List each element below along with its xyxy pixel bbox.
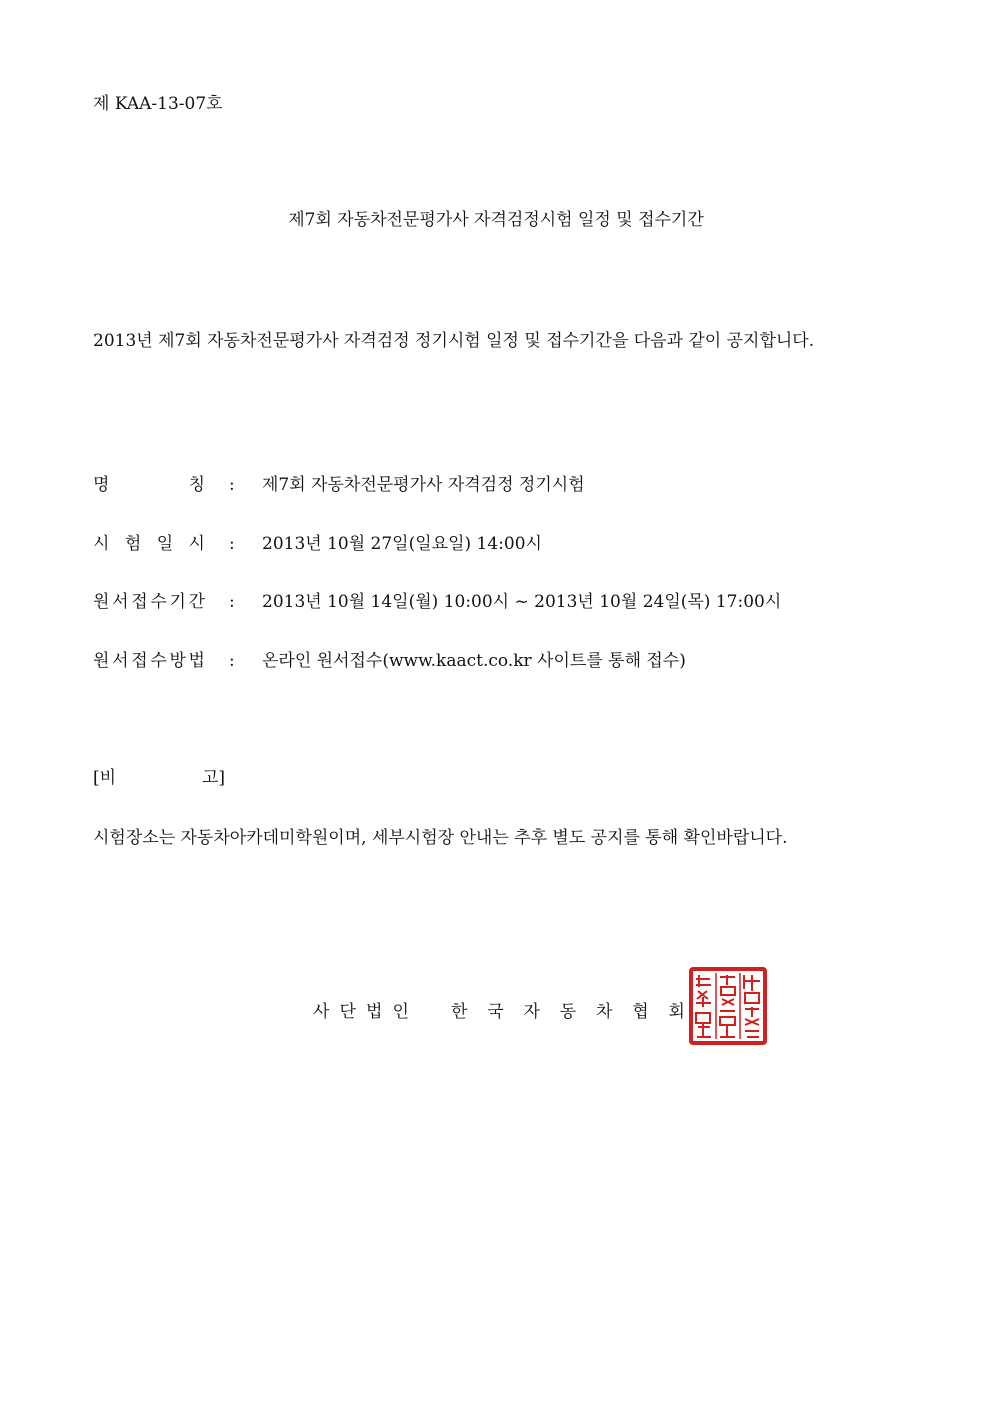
char: 접: [131, 651, 148, 671]
field-value-exam-datetime: 2013년 10월 27일(일요일) 14:00시: [262, 534, 542, 554]
char: 서: [112, 651, 129, 671]
char: 자: [523, 1002, 540, 1022]
char: 회: [668, 1002, 685, 1022]
issuer-org-type: [313, 1001, 409, 1023]
char: 한: [451, 1002, 468, 1022]
field-label-application-method: [93, 650, 205, 672]
char: 수: [150, 651, 167, 671]
field-colon: :: [229, 534, 235, 554]
char: 시: [188, 534, 205, 554]
char: 수: [150, 592, 167, 612]
char: 인: [392, 1002, 409, 1022]
char: 서: [112, 592, 129, 612]
char: 국: [487, 1002, 504, 1022]
char: 방: [169, 651, 186, 671]
official-seal-stamp-icon: [689, 967, 767, 1045]
char: 동: [559, 1002, 577, 1022]
issuer-line: [313, 1001, 685, 1023]
document-title: 제7회 자동차전문평가사 자격검정시험 일정 및 접수기간: [288, 210, 704, 230]
intro-paragraph: 2013년 제7회 자동차전문평가사 자격검정 정기시험 일정 및 접수기간을 다음과 같이 공지합니다.: [93, 331, 815, 351]
char: 원: [93, 592, 110, 612]
field-colon: :: [229, 651, 235, 671]
char: 시: [93, 534, 110, 554]
remarks-heading-close: 고]: [201, 768, 225, 788]
char: 단: [339, 1002, 356, 1022]
char: 법: [188, 651, 205, 671]
char: 일: [156, 534, 174, 554]
field-label-exam-datetime: [93, 533, 205, 555]
char: 법: [366, 1002, 383, 1022]
char: 사: [313, 1002, 330, 1022]
char: 기: [169, 592, 186, 612]
remarks-text: 시험장소는 자동차아카데미학원이며, 세부시험장 안내는 추후 별도 공지를 통해 확인바랍니다.: [93, 828, 788, 848]
char: 험: [124, 534, 142, 554]
field-value-application-period: 2013년 10월 14일(월) 10:00시 ~ 2013년 10월 24일(목) 17:00시: [262, 592, 782, 612]
char: 칭: [188, 475, 205, 495]
char: 협: [632, 1002, 649, 1022]
field-label-application-period: [93, 591, 205, 613]
char: 차: [596, 1002, 613, 1022]
char: 명: [93, 475, 110, 495]
char: 접: [131, 592, 148, 612]
field-colon: :: [229, 475, 235, 495]
field-value-name: 제7회 자동차전문평가사 자격검정 정기시험: [262, 475, 585, 495]
remarks-heading: [93, 767, 225, 789]
field-colon: :: [229, 592, 235, 612]
document-number: 제 KAA-13-07호: [93, 94, 223, 114]
field-value-application-method: 온라인 원서접수(www.kaact.co.kr 사이트를 통해 접수): [262, 651, 686, 671]
issuer-org-name: [451, 1001, 685, 1023]
char: 간: [188, 592, 205, 612]
field-label-name: [93, 474, 205, 496]
char: 원: [93, 651, 110, 671]
remarks-heading-open: [비: [93, 768, 117, 788]
